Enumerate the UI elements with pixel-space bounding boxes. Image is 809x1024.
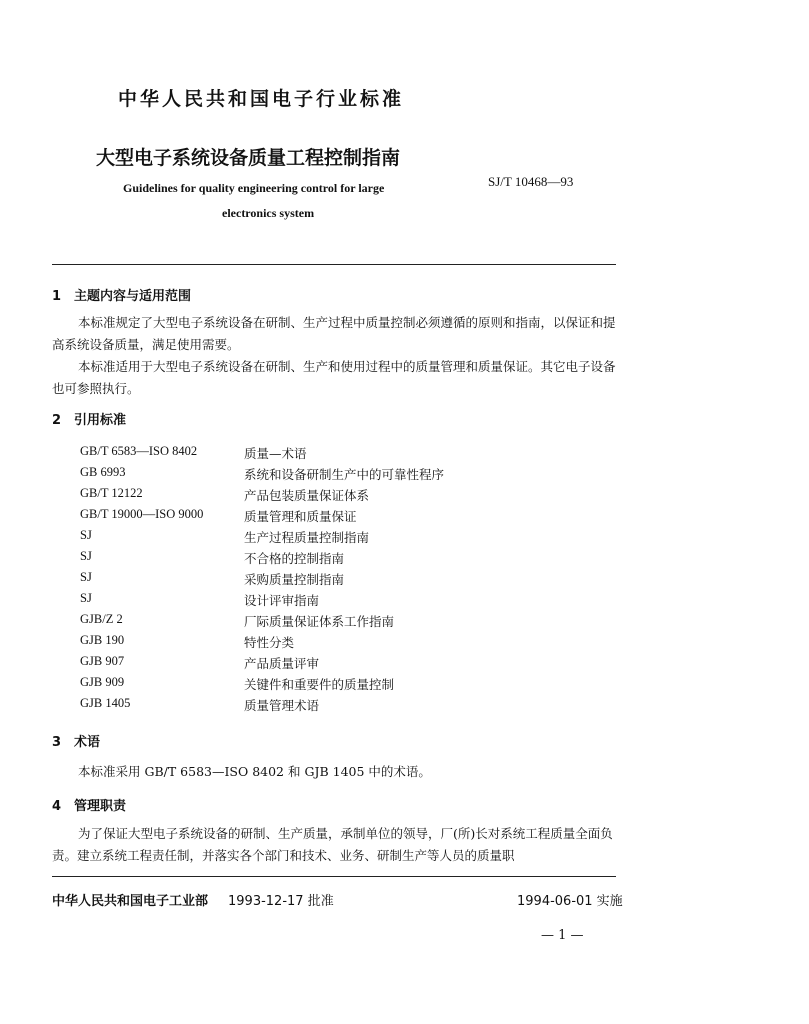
approval-date: 1993-12-17 批准: [228, 894, 334, 909]
section-number: 1: [52, 289, 62, 304]
reference-code: GB 6993: [80, 465, 126, 479]
reference-code: GB/T 6583—ISO 8402: [80, 444, 198, 458]
reference-title: 厂际质量保证体系工作指南: [244, 614, 395, 629]
section-4-body: [52, 823, 618, 867]
reference-code: SJ: [80, 549, 92, 563]
paragraph: 本标准规定了大型电子系统设备在研制、生产过程中质量控制必须遵循的原则和指南，以保证和提高系统设备质量，满足使用需要。: [52, 315, 616, 352]
reference-code: GJB 190: [80, 633, 125, 647]
footer-divider: [52, 876, 616, 877]
reference-code: GB/T 19000—ISO 9000: [80, 507, 204, 521]
standard-code: SJ/T 10468—93: [488, 174, 574, 189]
reference-title: 产品质量评审: [244, 656, 320, 671]
document-title-english-line1: Guidelines for quality engineering control for large: [123, 181, 385, 195]
reference-title: 特性分类: [244, 635, 295, 650]
section-1-heading: [52, 285, 191, 304]
section-1-body: [52, 312, 618, 400]
reference-list: [80, 444, 620, 714]
reference-title: 采购质量控制指南: [244, 572, 345, 587]
reference-code: SJ: [80, 570, 92, 584]
paragraph: 本标准采用 GB/T 6583—ISO 8402 和 GJB 1405 中的术语。: [78, 764, 431, 779]
reference-code: GJB 1405: [80, 696, 131, 710]
reference-code: GB/T 12122: [80, 486, 143, 500]
document-title-english-line2: electronics system: [222, 206, 315, 220]
reference-code: SJ: [80, 528, 92, 542]
implementation-date: 1994-06-01 实施: [517, 894, 623, 909]
reference-code: GJB 909: [80, 675, 125, 689]
reference-title: 质量—术语: [244, 446, 307, 461]
section-title: 主题内容与适用范围: [74, 289, 192, 304]
issuing-organization: 中华人民共和国电子行业标准: [118, 88, 405, 110]
reference-title: 设计评审指南: [244, 593, 320, 608]
paragraph: 本标准适用于大型电子系统设备在研制、生产和使用过程中的质量管理和质量保证。其它电子设备也可参照执行。: [52, 359, 616, 396]
page-number: — 1 —: [541, 928, 584, 943]
reference-title: 产品包装质量保证体系: [244, 488, 370, 503]
section-title: 管理职责: [74, 799, 127, 814]
footer-issuer-approval: [52, 890, 334, 909]
reference-title: 质量管理和质量保证: [244, 509, 357, 524]
section-3-heading: [52, 731, 100, 750]
section-3-body: [52, 761, 618, 783]
section-title: 术语: [74, 735, 101, 750]
reference-title: 不合格的控制指南: [244, 551, 345, 566]
reference-title: 生产过程质量控制指南: [244, 530, 370, 545]
reference-title: 系统和设备研制生产中的可靠性程序: [244, 467, 445, 482]
section-title: 引用标准: [74, 413, 127, 428]
reference-title: 质量管理术语: [244, 698, 320, 713]
section-2-heading: [52, 409, 126, 428]
reference-code: GJB 907: [80, 654, 125, 668]
section-4-heading: [52, 795, 126, 814]
document-title-chinese: 大型电子系统设备质量工程控制指南: [96, 147, 401, 169]
section-number: 4: [52, 799, 62, 814]
reference-code: SJ: [80, 591, 92, 605]
header-divider: [52, 264, 616, 265]
section-number: 2: [52, 413, 62, 428]
reference-title: 关键件和重要件的质量控制: [244, 677, 395, 692]
issuer: 中华人民共和国电子工业部: [52, 894, 209, 909]
paragraph: 为了保证大型电子系统设备的研制、生产质量，承制单位的领导，厂(所)长对系统工程质量全面负责。建立系统工程责任制，并落实各个部门和技术、业务、研制生产等人员的质量职: [52, 826, 613, 863]
section-number: 3: [52, 735, 62, 750]
reference-code: GJB/Z 2: [80, 612, 123, 626]
